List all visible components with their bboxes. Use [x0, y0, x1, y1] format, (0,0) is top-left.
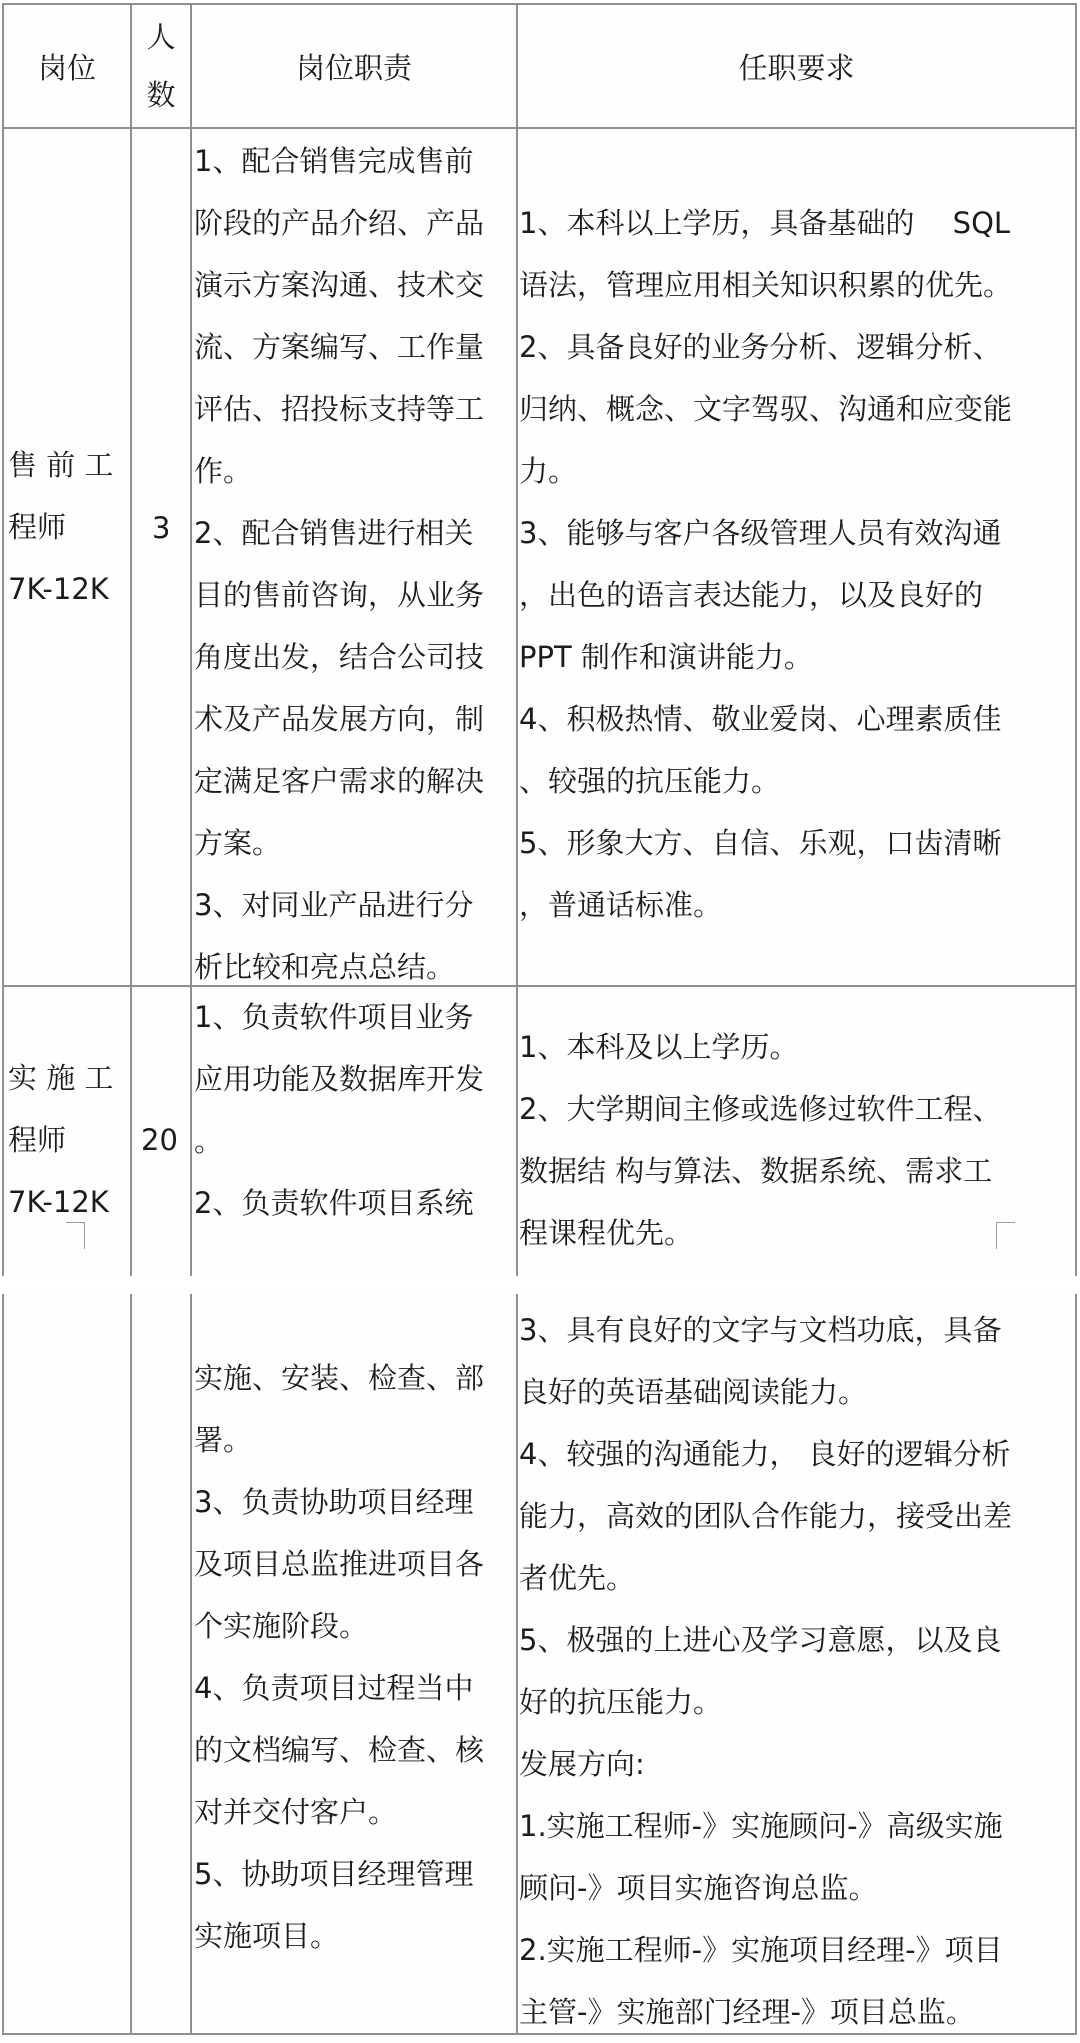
header-position-label: 岗位	[37, 50, 96, 85]
duty-line: 演示方案沟通、技术交	[194, 268, 485, 302]
requirement-line: 归纳、概念、文字驾驭、沟通和应变能	[519, 392, 1013, 426]
position-line: 程师	[8, 510, 67, 544]
duty-line: 阶段的产品介绍、产品	[194, 206, 485, 240]
header-count	[132, 5, 190, 127]
header-duties	[192, 5, 516, 127]
crop-mark-right	[996, 1222, 1015, 1249]
requirement-line: 数据结 构与算法、数据系统、需求工	[519, 1154, 993, 1188]
requirement-line: 5、极强的上进心及学习意愿，以及良	[519, 1623, 1002, 1657]
requirement-line: 力。	[519, 454, 578, 488]
requirement-line: ，普通话标准。	[519, 888, 723, 922]
position-line: 7K-12K	[8, 1185, 109, 1219]
position-line: 程师	[8, 1123, 67, 1157]
requirement-line: 2.实施工程师-》实施项目经理-》项目	[519, 1933, 1003, 1967]
position-line: 售 前 工	[8, 448, 114, 482]
duty-line: 2、负责软件项目系统	[194, 1186, 474, 1220]
grid-line-right	[1075, 3, 1077, 2035]
requirement-line: 5、形象大方、自信、乐观，口齿清晰	[519, 826, 1002, 860]
duties-cell	[194, 986, 484, 1234]
position-line: 实 施 工	[8, 1061, 114, 1095]
requirement-line: 1、本科以上学历，具备基础的 SQL	[519, 206, 1011, 240]
duties-cell	[194, 130, 484, 998]
duty-line: 实施项目。	[194, 1919, 340, 1953]
duty-line: 的文档编写、检查、核	[194, 1733, 485, 1767]
count-cell	[152, 497, 170, 559]
duty-line: 术及产品发展方向，制	[194, 702, 485, 736]
duty-line: 实施、安装、检查、部	[194, 1361, 485, 1395]
requirement-line: 能力，高效的团队合作能力，接受出差	[519, 1499, 1013, 1533]
grid-line-header-bottom	[2, 127, 1076, 129]
requirement-line: ，出色的语言表达能力，以及良好的	[519, 578, 984, 612]
duties-cell	[194, 1347, 484, 1967]
grid-line-row1-bottom	[2, 985, 1076, 987]
duty-line: 方案。	[194, 826, 282, 860]
requirement-line: 语法，管理应用相关知识积累的优先。	[519, 268, 1013, 302]
duty-line: 1、配合销售完成售前	[194, 144, 474, 178]
requirement-line: 良好的英语基础阅读能力。	[519, 1375, 868, 1409]
duty-line: 目的售前咨询，从业务	[194, 578, 485, 612]
position-cell	[8, 434, 113, 620]
duty-line: 2、配合销售进行相关	[194, 516, 474, 550]
duty-line: 署。	[194, 1423, 253, 1457]
requirement-line: 3、能够与客户各级管理人员有效沟通	[519, 516, 1002, 550]
page-break-gap	[0, 1276, 1080, 1294]
duty-line: 流、方案编写、工作量	[194, 330, 485, 364]
duty-line: 评估、招投标支持等工	[194, 392, 485, 426]
duty-line: 对并交付客户。	[194, 1795, 398, 1829]
duty-line: 3、对同业产品进行分	[194, 888, 474, 922]
grid-line-col3	[516, 3, 518, 2035]
requirement-line: 好的抗压能力。	[519, 1685, 723, 1719]
count-value: 3	[152, 511, 171, 545]
duty-line: 1、负责软件项目业务	[194, 1000, 474, 1034]
grid-line-col2	[190, 3, 192, 2035]
requirement-line: 程课程优先。	[519, 1216, 694, 1250]
duty-line: 析比较和亮点总结。	[194, 950, 456, 984]
duty-line: 3、负责协助项目经理	[194, 1485, 474, 1519]
grid-line-col1	[130, 3, 132, 2035]
requirements-cell	[519, 1299, 1012, 2043]
position-cell	[8, 1047, 113, 1233]
duty-line: 角度出发，结合公司技	[194, 640, 485, 674]
requirement-line: 3、具有良好的文字与文档功底，具备	[519, 1313, 1002, 1347]
duty-line: 个实施阶段。	[194, 1609, 369, 1643]
header-count-label-1: 人	[146, 20, 176, 54]
duty-line: 应用功能及数据库开发	[194, 1062, 485, 1096]
count-cell	[141, 1109, 178, 1171]
header-duties-label: 岗位职责	[295, 50, 412, 85]
requirement-line: 者优先。	[519, 1561, 636, 1595]
requirement-line: 2、具备良好的业务分析、逻辑分析、	[519, 330, 1002, 364]
duty-line: 作。	[194, 454, 253, 488]
requirement-line: 发展方向:	[519, 1747, 645, 1781]
duty-line: 4、负责项目过程当中	[194, 1671, 474, 1705]
grid-line-left	[2, 3, 4, 2035]
crop-mark-left	[66, 1222, 85, 1249]
count-value: 20	[141, 1123, 178, 1157]
header-requirements	[518, 5, 1075, 127]
header-requirements-label: 任职要求	[738, 50, 855, 85]
requirement-line: 、较强的抗压能力。	[519, 764, 781, 798]
requirement-line: 2、大学期间主修或选修过软件工程、	[519, 1092, 1002, 1126]
requirement-line: PPT 制作和演讲能力。	[519, 640, 813, 674]
header-count-label-2: 数	[146, 78, 176, 112]
requirement-line: 1、本科及以上学历。	[519, 1030, 799, 1064]
position-line: 7K-12K	[8, 572, 109, 606]
requirements-cell	[519, 1016, 1001, 1264]
duty-line: 5、协助项目经理管理	[194, 1857, 474, 1891]
requirements-cell	[519, 192, 1012, 936]
requirement-line: 1.实施工程师-》实施顾问-》高级实施	[519, 1809, 1003, 1843]
requirement-line: 主管-》实施部门经理-》项目总监。	[519, 1995, 975, 2029]
requirement-line: 4、较强的沟通能力， 良好的逻辑分析	[519, 1437, 1011, 1471]
header-position	[4, 5, 130, 127]
duty-line: 定满足客户需求的解决	[194, 764, 485, 798]
requirement-line: 顾问-》项目实施咨询总监。	[519, 1871, 878, 1905]
requirement-line: 4、积极热情、敬业爱岗、心理素质佳	[519, 702, 1002, 736]
duty-line: 。	[194, 1124, 224, 1158]
duty-line: 及项目总监推进项目各	[194, 1547, 485, 1581]
